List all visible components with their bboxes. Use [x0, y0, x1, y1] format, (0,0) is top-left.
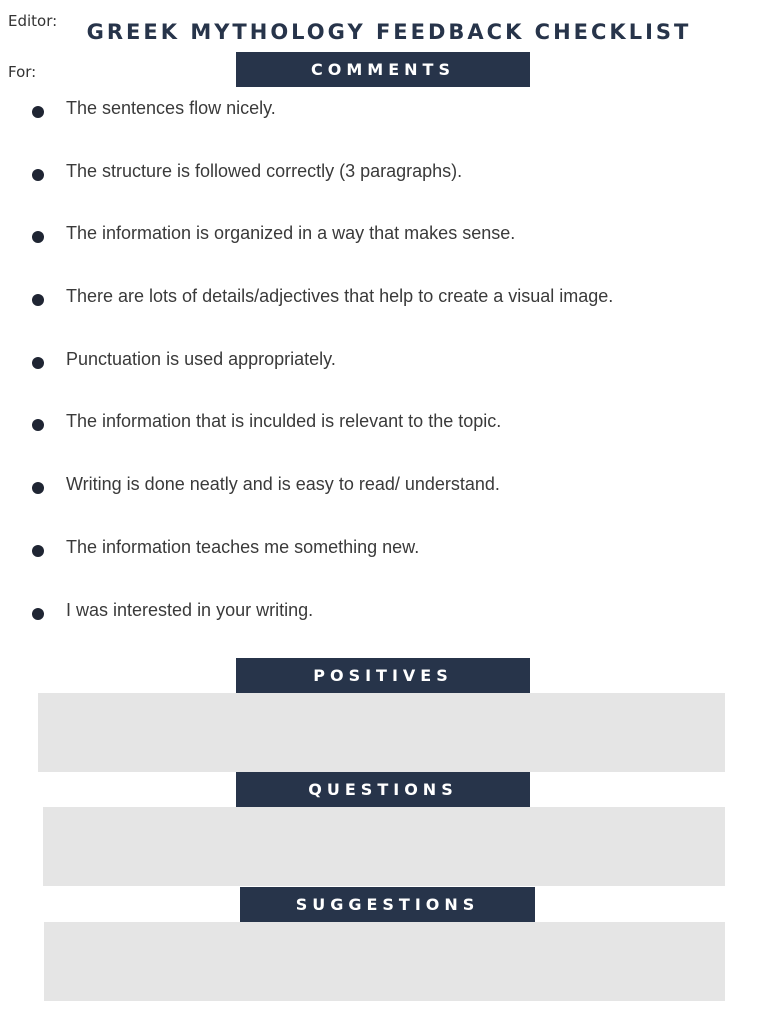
checklist-item-text: I was interested in your writing. — [66, 599, 314, 620]
checklist-item-text: There are lots of details/adjectives that help to create a visual image. — [66, 286, 614, 307]
checklist-item — [0, 594, 768, 657]
checklist-item-text: The structure is followed correctly (3 paragraphs). — [66, 160, 463, 181]
bullet-icon — [32, 545, 44, 557]
bullet-icon — [32, 231, 44, 243]
checklist-item-text: The information is organized in a way that makes sense. — [66, 223, 516, 244]
checklist-item — [0, 405, 768, 468]
suggestions-box[interactable] — [44, 922, 725, 1001]
checklist-item — [0, 531, 768, 594]
checklist-item — [0, 92, 768, 155]
comments-banner: COMMENTS — [236, 52, 530, 87]
suggestions-banner: SUGGESTIONS — [240, 887, 535, 922]
checklist-item-text: Punctuation is used appropriately. — [66, 348, 336, 369]
bullet-icon — [32, 294, 44, 306]
bullet-icon — [32, 482, 44, 494]
checklist-item — [0, 280, 768, 343]
feedback-checklist — [0, 92, 768, 656]
page-title: GREEK MYTHOLOGY FEEDBACK CHECKLIST — [86, 20, 692, 44]
positives-banner: POSITIVES — [236, 658, 530, 693]
checklist-item-text: The sentences flow nicely. — [66, 98, 276, 118]
bullet-icon — [32, 357, 44, 369]
checklist-item-text: The information that is inculded is relevant to the topic. — [66, 411, 502, 432]
bullet-icon — [32, 419, 44, 431]
checklist-item-text: Writing is done neatly and is easy to read/ understand. — [66, 474, 500, 495]
positives-box[interactable] — [38, 693, 725, 772]
bullet-icon — [32, 608, 44, 620]
checklist-item — [0, 217, 768, 280]
bullet-icon — [32, 169, 44, 181]
editor-label: Editor: — [8, 12, 58, 30]
questions-box[interactable] — [43, 807, 725, 886]
checklist-item — [0, 343, 768, 406]
checklist-item — [0, 468, 768, 531]
for-label: For: — [8, 63, 37, 81]
questions-banner: QUESTIONS — [236, 772, 530, 807]
bullet-icon — [32, 106, 44, 118]
checklist-item-text: The information teaches me something new. — [66, 536, 420, 557]
checklist-item — [0, 155, 768, 218]
